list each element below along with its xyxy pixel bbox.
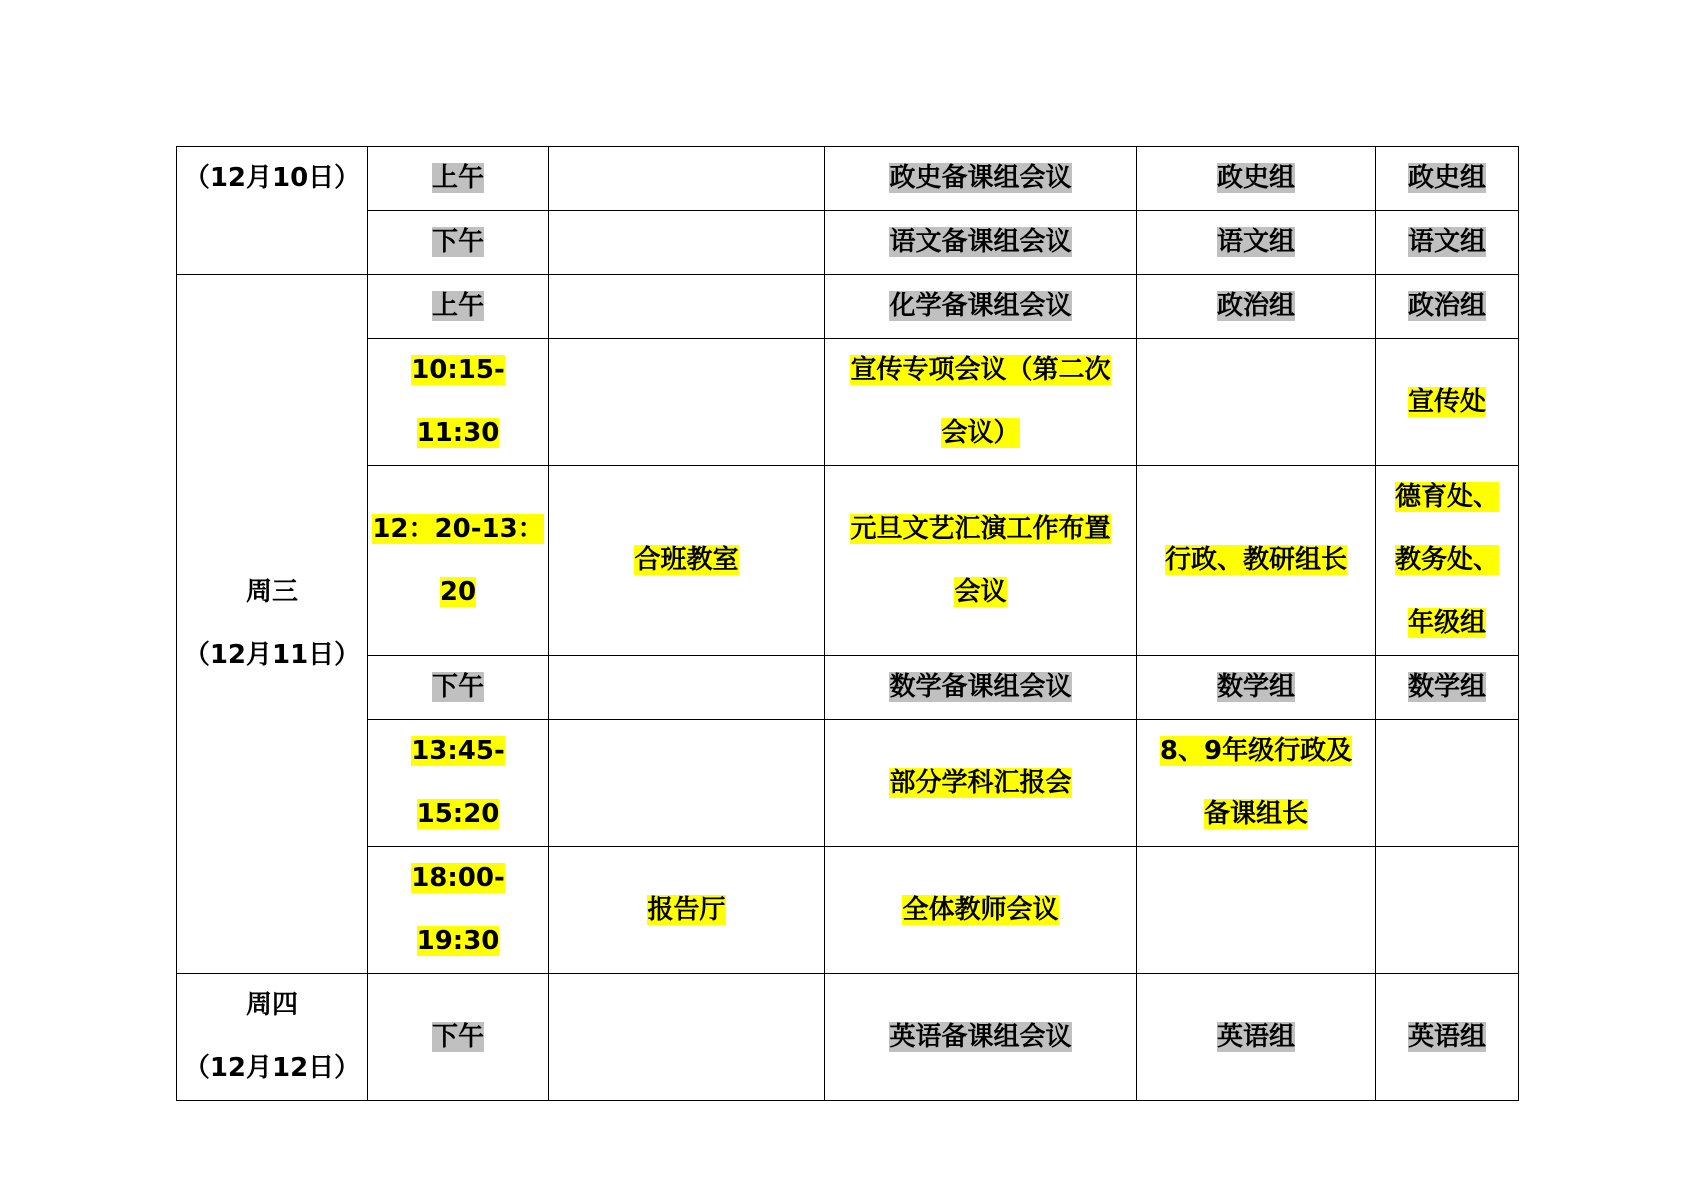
participants-cell [1137, 339, 1376, 466]
time-text: 下午 [431, 1021, 484, 1052]
organizer-cell [1376, 720, 1519, 847]
table-row [177, 974, 1519, 1101]
place-cell [549, 656, 825, 720]
participants-cell [1137, 656, 1376, 720]
event-cell [825, 656, 1137, 720]
event-cell [825, 339, 1137, 466]
table-row [177, 147, 1519, 211]
participants-cell [1137, 466, 1376, 656]
event-text: 数学备课组会议 [889, 672, 1072, 702]
event-text: 化学备课组会议 [889, 291, 1072, 321]
time-text: 20 [439, 576, 477, 607]
time-cell [368, 656, 549, 720]
place-cell [549, 147, 825, 211]
place-cell [549, 339, 825, 466]
event-cell [825, 211, 1137, 275]
table-row [177, 211, 1519, 275]
table-row [177, 466, 1519, 656]
table-row [177, 847, 1519, 974]
time-cell [368, 339, 549, 466]
organizer-text: 英语组 [1407, 1021, 1486, 1052]
participants-text: 行政、教研组长 [1164, 545, 1347, 575]
time-text: 上午 [431, 291, 484, 321]
place-cell [549, 275, 825, 339]
time-cell [368, 974, 549, 1101]
organizer-cell [1376, 275, 1519, 339]
day-cell [177, 147, 368, 275]
time-text: 13:45-15:20 [411, 736, 505, 829]
time-text: 18:00-19:30 [411, 863, 505, 956]
event-text: 元旦文艺汇演工作布置 [850, 513, 1111, 544]
organizer-cell [1376, 211, 1519, 275]
time-text: 下午 [431, 227, 484, 257]
time-cell [368, 211, 549, 275]
time-cell [368, 466, 549, 656]
time-cell [368, 847, 549, 974]
day-date: （12月11日） [183, 640, 361, 670]
participants-text: 英语组 [1216, 1021, 1295, 1052]
organizer-cell [1376, 974, 1519, 1101]
participants-text: 备课组长 [1203, 799, 1308, 829]
table-row [177, 720, 1519, 847]
participants-cell [1137, 147, 1376, 211]
participants-text: 语文组 [1216, 227, 1295, 257]
place-cell [549, 720, 825, 847]
place-cell [549, 974, 825, 1101]
table-row [177, 275, 1519, 339]
event-text: 全体教师会议 [902, 894, 1059, 925]
participants-cell [1137, 847, 1376, 974]
participants-text: 政治组 [1216, 291, 1295, 321]
participants-cell [1137, 275, 1376, 339]
time-cell [368, 720, 549, 847]
place-text: 合班教室 [634, 545, 739, 575]
participants-cell [1137, 211, 1376, 275]
schedule-table [176, 146, 1519, 1101]
event-text: 宣传专项会议（第二次 [850, 355, 1111, 385]
event-cell [825, 466, 1137, 656]
event-text: 部分学科汇报会 [889, 767, 1072, 798]
participants-cell [1137, 974, 1376, 1101]
event-cell [825, 720, 1137, 847]
time-cell [368, 275, 549, 339]
participants-text: 8、9年级行政及 [1159, 736, 1353, 766]
organizer-cell [1376, 147, 1519, 211]
organizer-text: 数学组 [1407, 672, 1486, 702]
day-date: （12月10日） [183, 163, 361, 193]
organizer-text: 语文组 [1407, 227, 1486, 257]
organizer-cell [1376, 656, 1519, 720]
organizer-text: 德育处、 [1394, 482, 1499, 512]
time-text: 12：20-13： [372, 513, 544, 544]
day-date: （12月12日） [183, 1053, 361, 1083]
table-row [177, 656, 1519, 720]
time-text: 下午 [431, 672, 484, 702]
organizer-text: 宣传处 [1407, 386, 1486, 417]
organizer-cell [1376, 847, 1519, 974]
place-cell [549, 847, 825, 974]
organizer-text: 政治组 [1407, 291, 1486, 321]
organizer-cell [1376, 466, 1519, 656]
day-name: 周四 [245, 990, 298, 1020]
organizer-text: 政史组 [1407, 163, 1486, 193]
organizer-text: 教务处、 [1394, 545, 1499, 575]
event-text: 政史备课组会议 [889, 163, 1072, 193]
participants-cell [1137, 720, 1376, 847]
event-cell [825, 974, 1137, 1101]
day-cell [177, 275, 368, 974]
event-cell [825, 847, 1137, 974]
participants-text: 数学组 [1216, 672, 1295, 702]
table-row [177, 339, 1519, 466]
day-name: 周三 [245, 577, 298, 607]
time-cell [368, 147, 549, 211]
event-text: 会议 [954, 576, 1007, 607]
event-cell [825, 147, 1137, 211]
time-text: 上午 [431, 163, 484, 193]
event-text: 语文备课组会议 [889, 227, 1072, 257]
organizer-text: 年级组 [1407, 608, 1486, 638]
place-text: 报告厅 [647, 894, 726, 925]
event-text: 英语备课组会议 [889, 1021, 1072, 1052]
day-cell [177, 974, 368, 1101]
participants-text: 政史组 [1216, 163, 1295, 193]
time-text: 10:15-11:30 [411, 355, 505, 448]
place-cell [549, 211, 825, 275]
event-text: 会议） [941, 418, 1020, 448]
organizer-cell [1376, 339, 1519, 466]
event-cell [825, 275, 1137, 339]
place-cell [549, 466, 825, 656]
